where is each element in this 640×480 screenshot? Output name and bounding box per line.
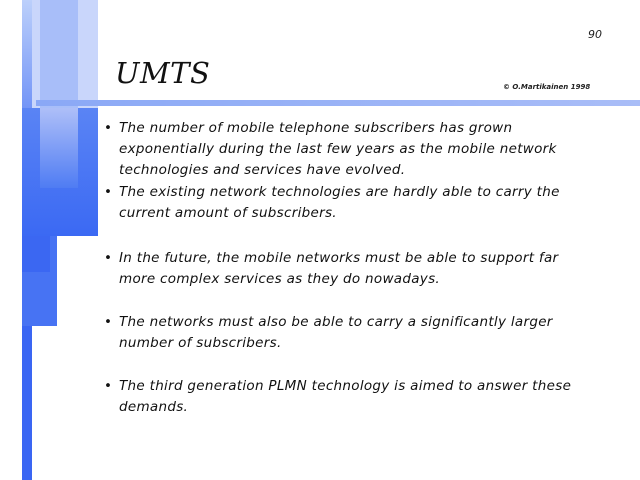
decor-block-step [22, 236, 50, 272]
page-number: 90 [588, 28, 602, 41]
slide-title: UMTS [115, 56, 211, 90]
bullet-list [104, 118, 584, 418]
bullet-marker: • [104, 120, 113, 136]
decor-block-inner-light [40, 108, 78, 188]
bullet-marker: • [104, 250, 113, 266]
bullet-item [104, 376, 584, 418]
bullet-marker: • [104, 314, 113, 330]
bullet-item [104, 118, 584, 182]
bullet-text: The networks must also be able to carry a significantly larger number of subscribers. [119, 314, 553, 351]
bullet-marker: • [104, 378, 113, 394]
bullet-text: The third generation PLMN technology is aimed to answer these demands. [119, 378, 572, 415]
bullet-text: The existing network technologies are hardly able to carry the current amount of subscribers. [119, 184, 560, 221]
bullet-item [104, 248, 584, 312]
copyright-notice: © O.Martikainen 1998 [503, 83, 591, 91]
bullet-item [104, 312, 584, 376]
bullet-text: In the future, the mobile networks must be able to support far more complex services as they do nowadays. [119, 250, 559, 287]
decor-block-bottom [22, 326, 32, 480]
bullet-text: The number of mobile telephone subscribers has grown exponentially during the last few years as the mobile network technologies and services have evolved. [119, 120, 557, 178]
decor-block-top-mid [40, 0, 78, 108]
bullet-item [104, 182, 584, 248]
bullet-marker: • [104, 184, 113, 200]
title-divider [36, 100, 640, 106]
